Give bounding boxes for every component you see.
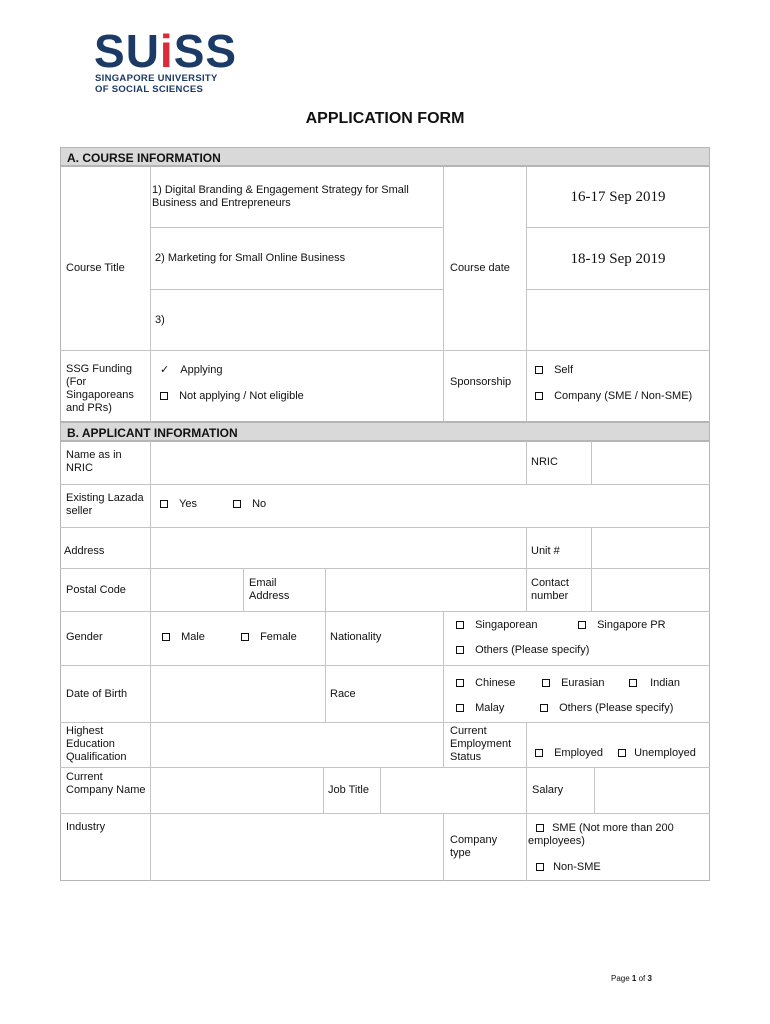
employed-label: Employed [554, 747, 603, 759]
nat-pr-option[interactable] [578, 619, 666, 632]
checkbox-icon[interactable] [456, 679, 464, 687]
section-b-heading: B. APPLICANT INFORMATION [60, 422, 710, 441]
checkbox-icon[interactable] [535, 749, 543, 757]
salary-label: Salary [532, 784, 564, 796]
course-title-label: Course Title [66, 262, 125, 274]
race-chinese-label: Chinese [475, 677, 516, 689]
employed-option[interactable] [535, 747, 603, 760]
gender-female-label: Female [260, 631, 297, 643]
race-chinese-option[interactable] [456, 677, 515, 690]
course-date-label: Course date [450, 262, 510, 274]
checkbox-icon[interactable] [536, 863, 544, 871]
nat-others-label: Others (Please specify) [475, 644, 590, 656]
checkbox-icon[interactable] [233, 500, 241, 508]
company-name-label: Current Company Name [66, 771, 146, 796]
nric-label: NRIC [531, 456, 558, 468]
checkbox-icon[interactable] [241, 633, 249, 641]
section-a-heading: A. COURSE INFORMATION [60, 147, 710, 166]
ssg-applying-option[interactable] [160, 364, 222, 377]
postal-code-input[interactable] [151, 569, 242, 610]
education-input[interactable] [151, 723, 442, 766]
gender-label: Gender [66, 631, 103, 643]
checkbox-icon[interactable] [618, 749, 626, 757]
race-eurasian-label: Eurasian [561, 677, 605, 689]
ssg-funding-label: SSG Funding (For Singaporeans and PRs) [66, 363, 134, 414]
postal-code-label: Postal Code [66, 584, 126, 596]
name-input[interactable] [151, 442, 525, 483]
industry-input[interactable] [151, 814, 442, 880]
sponsor-company-option[interactable] [535, 390, 692, 403]
industry-label: Industry [66, 821, 106, 833]
dob-input[interactable] [151, 666, 324, 721]
non-sme-label: Non-SME [553, 861, 601, 873]
unemployed-option[interactable] [618, 747, 696, 760]
sponsor-self-option[interactable] [535, 364, 573, 377]
form-title: APPLICATION FORM [305, 110, 465, 127]
email-label: Email Address [249, 577, 290, 602]
contact-number-label: Contact number [531, 577, 569, 602]
course-3-text[interactable]: 3) [155, 314, 165, 326]
checkbox-icon[interactable] [162, 633, 170, 641]
nat-others-option[interactable] [456, 644, 589, 657]
checkbox-icon[interactable] [536, 824, 544, 832]
page-total: 3 [647, 974, 652, 983]
lazada-yes-option[interactable] [160, 498, 197, 511]
page-of: of [638, 974, 646, 983]
gender-female-option[interactable] [241, 631, 297, 644]
race-label: Race [330, 688, 356, 700]
job-title-input[interactable] [381, 768, 525, 812]
race-others-option[interactable] [540, 702, 673, 715]
checkbox-icon[interactable] [629, 679, 637, 687]
checkbox-icon[interactable] [578, 621, 586, 629]
logo-line1: SINGAPORE UNIVERSITY [95, 73, 218, 84]
ssg-not-applying-label: Not applying / Not eligible [179, 390, 304, 402]
sponsorship-label: Sponsorship [450, 376, 512, 388]
email-input[interactable] [326, 569, 525, 610]
course-date-2[interactable]: 18-19 Sep 2019 [570, 251, 666, 267]
sme-option[interactable] [528, 822, 706, 848]
lazada-seller-label: Existing Lazada seller [66, 492, 144, 517]
ssg-not-applying-option[interactable] [160, 390, 304, 403]
company-type-label: Company type [450, 834, 498, 859]
race-indian-label: Indian [650, 677, 681, 689]
dob-label: Date of Birth [66, 688, 128, 700]
address-input[interactable] [151, 528, 525, 567]
checkbox-icon[interactable] [456, 646, 464, 654]
unit-label: Unit # [531, 545, 560, 557]
lazada-no-option[interactable] [233, 498, 266, 511]
page-current: 1 [631, 974, 637, 983]
ssg-applying-label: Applying [180, 364, 223, 376]
nric-input[interactable] [592, 442, 709, 483]
course-1-text[interactable]: 1) Digital Branding & Engagement Strategy for Small Business and Entrepreneurs [152, 184, 409, 209]
checkbox-icon[interactable] [542, 679, 550, 687]
company-name-input[interactable] [151, 768, 322, 812]
nat-singaporean-option[interactable] [456, 619, 537, 632]
name-nric-label: Name as in NRIC [66, 449, 122, 474]
checkbox-icon[interactable] [160, 500, 168, 508]
race-malay-option[interactable] [456, 702, 504, 715]
checkbox-icon[interactable] [535, 392, 543, 400]
race-malay-label: Malay [475, 702, 505, 714]
non-sme-option[interactable] [536, 861, 601, 874]
checkbox-icon[interactable] [456, 621, 464, 629]
checkbox-icon[interactable] [540, 704, 548, 712]
race-others-label: Others (Please specify) [559, 702, 674, 714]
education-label: Highest Education Qualification [66, 725, 127, 763]
race-indian-option[interactable] [629, 677, 680, 690]
nat-pr-label: Singapore PR [597, 619, 666, 631]
lazada-yes-label: Yes [179, 498, 198, 510]
check-icon: ✓ [160, 364, 170, 376]
gender-male-option[interactable] [162, 631, 205, 644]
sme-label: SME (Not more than 200 employees) [528, 822, 674, 847]
contact-number-input[interactable] [592, 569, 709, 610]
job-title-label: Job Title [328, 784, 369, 796]
gender-male-label: Male [181, 631, 205, 643]
address-label: Address [64, 545, 105, 557]
checkbox-icon[interactable] [160, 392, 168, 400]
lazada-no-label: No [252, 498, 267, 510]
checkbox-icon[interactable] [456, 704, 464, 712]
unit-input[interactable] [592, 528, 709, 567]
checkbox-icon[interactable] [535, 366, 543, 374]
sponsor-company-label: Company (SME / Non-SME) [554, 390, 693, 402]
race-eurasian-option[interactable] [542, 677, 604, 690]
suss-logo: SUiSS [94, 25, 238, 77]
employment-status-label: Current Employment Status [450, 725, 512, 763]
salary-input[interactable] [595, 768, 709, 812]
course-date-1[interactable]: 16-17 Sep 2019 [570, 189, 666, 205]
course-2-text[interactable]: 2) Marketing for Small Online Business [155, 252, 346, 264]
unemployed-label: Unemployed [634, 747, 696, 759]
page-prefix: Page [611, 974, 630, 983]
logo-line2: OF SOCIAL SCIENCES [95, 84, 204, 95]
nationality-label: Nationality [330, 631, 382, 643]
page-number [611, 974, 652, 983]
logo-subtitle [95, 73, 218, 95]
nat-singaporean-label: Singaporean [475, 619, 538, 631]
sponsor-self-label: Self [554, 364, 574, 376]
